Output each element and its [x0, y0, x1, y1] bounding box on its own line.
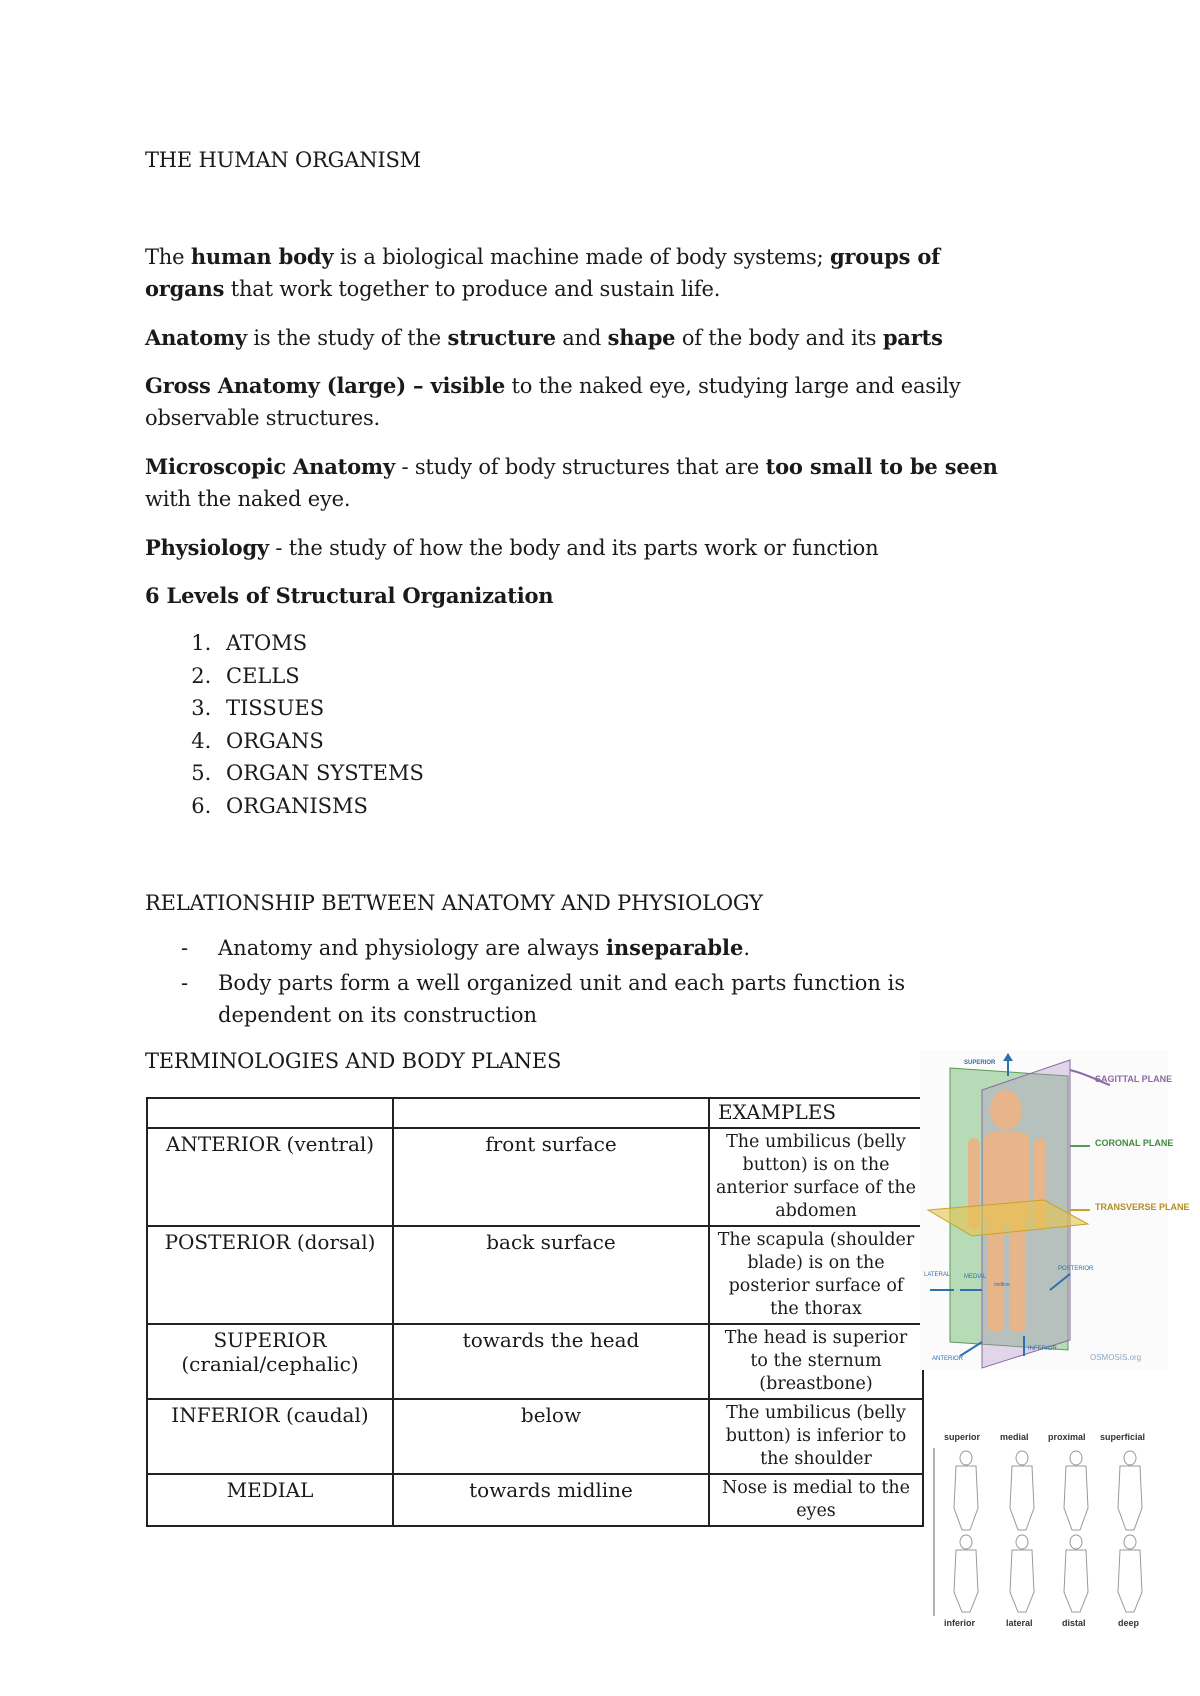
meaning-cell: back surface — [393, 1226, 709, 1324]
table-row — [147, 1474, 923, 1526]
examples-header: EXAMPLES — [709, 1098, 923, 1128]
medial-label: MEDIAL — [964, 1274, 987, 1280]
list-item: 3. TISSUES — [218, 692, 424, 725]
list-item: 5. ORGAN SYSTEMS — [218, 757, 424, 790]
example-cell: Nose is medial to the eyes — [709, 1474, 923, 1526]
example-cell: The scapula (shoulder blade) is on the posterior surface of the thorax — [709, 1226, 923, 1324]
page-title: THE HUMAN ORGANISM — [145, 148, 421, 172]
list-item: - Anatomy and physiology are always inseparable. — [181, 935, 751, 960]
figure-head — [990, 1090, 1022, 1130]
figure-left-leg — [988, 1222, 1004, 1332]
meaning-cell: below — [393, 1399, 709, 1474]
table-row — [147, 1324, 923, 1399]
anterior-label: ANTERIOR — [932, 1356, 964, 1362]
table-row — [147, 1226, 923, 1324]
list-item: 6. ORGANISMS — [218, 790, 424, 823]
directional-terms-figure — [930, 1430, 1166, 1630]
posterior-label: POSTERIOR — [1058, 1266, 1094, 1272]
term-cell: INFERIOR (caudal) — [147, 1399, 393, 1474]
bottom-label: lateral — [1006, 1618, 1033, 1628]
coronal-label: CORONAL PLANE — [1095, 1138, 1174, 1148]
meaning-cell: towards the head — [393, 1324, 709, 1399]
table-header-row — [147, 1098, 923, 1128]
list-item: 2. CELLS — [218, 660, 424, 693]
term-cell: ANTERIOR (ventral) — [147, 1128, 393, 1226]
bottom-label: inferior — [944, 1618, 976, 1628]
bottom-label: distal — [1062, 1618, 1086, 1628]
example-cell: The head is superior to the sternum (breastbone) — [709, 1324, 923, 1399]
transverse-label: TRANSVERSE PLANE — [1095, 1202, 1190, 1212]
body-outlines — [954, 1451, 1142, 1612]
list-item: 4. ORGANS — [218, 725, 424, 758]
physiology-definition: Physiology - the study of how the body and its parts work or function — [145, 535, 879, 560]
figure-right-leg — [1010, 1222, 1026, 1332]
list-item: - Body parts form a well organized unit and each parts function is dependent on its construction — [181, 971, 906, 1027]
meaning-cell: front surface — [393, 1128, 709, 1226]
bottom-label: deep — [1118, 1618, 1140, 1628]
anatomy-definition: Anatomy is the study of the structure and shape of the body and its parts — [145, 325, 943, 350]
osmosis-credit: OSMOSIS.org — [1090, 1353, 1142, 1362]
lateral-label: LATERAL — [924, 1272, 951, 1278]
levels-list — [145, 627, 424, 822]
list-item: 1. ATOMS — [218, 627, 424, 660]
terminology-table — [146, 1097, 924, 1527]
top-label: superior — [944, 1432, 981, 1442]
relationship-heading: RELATIONSHIP BETWEEN ANATOMY AND PHYSIOLOGY — [145, 891, 763, 915]
term-cell: POSTERIOR (dorsal) — [147, 1226, 393, 1324]
superior-label: SUPERIOR — [964, 1060, 996, 1066]
body-planes-figure — [920, 1050, 1190, 1370]
levels-heading: 6 Levels of Structural Organization — [145, 583, 554, 608]
top-label: proximal — [1048, 1432, 1086, 1442]
table-row — [147, 1399, 923, 1474]
term-cell: MEDIAL — [147, 1474, 393, 1526]
intro-paragraph: The human body is a biological machine made of body systems; groups of organs that work together to produce and sustain life. — [145, 244, 941, 301]
terms-heading: TERMINOLOGIES AND BODY PLANES — [145, 1049, 562, 1073]
table-row — [147, 1128, 923, 1226]
gross-anatomy-definition: Gross Anatomy (large) – visible to the naked eye, studying large and easily observable structures. — [145, 373, 961, 430]
midline-label: midline — [994, 1282, 1010, 1288]
relationship-list — [145, 932, 1015, 1034]
term-cell: SUPERIOR (cranial/cephalic) — [147, 1324, 393, 1399]
top-label: medial — [1000, 1432, 1029, 1442]
top-label: superficial — [1100, 1432, 1146, 1442]
sagittal-label: SAGITTAL PLANE — [1095, 1074, 1173, 1084]
inferior-label: INFERIOR — [1028, 1346, 1057, 1352]
example-cell: The umbilicus (belly button) is inferior to the shoulder — [709, 1399, 923, 1474]
microscopic-anatomy-definition: Microscopic Anatomy - study of body structures that are too small to be seen with the naked eye. — [145, 454, 998, 511]
example-cell: The umbilicus (belly button) is on the anterior surface of the abdomen — [709, 1128, 923, 1226]
meaning-cell: towards midline — [393, 1474, 709, 1526]
